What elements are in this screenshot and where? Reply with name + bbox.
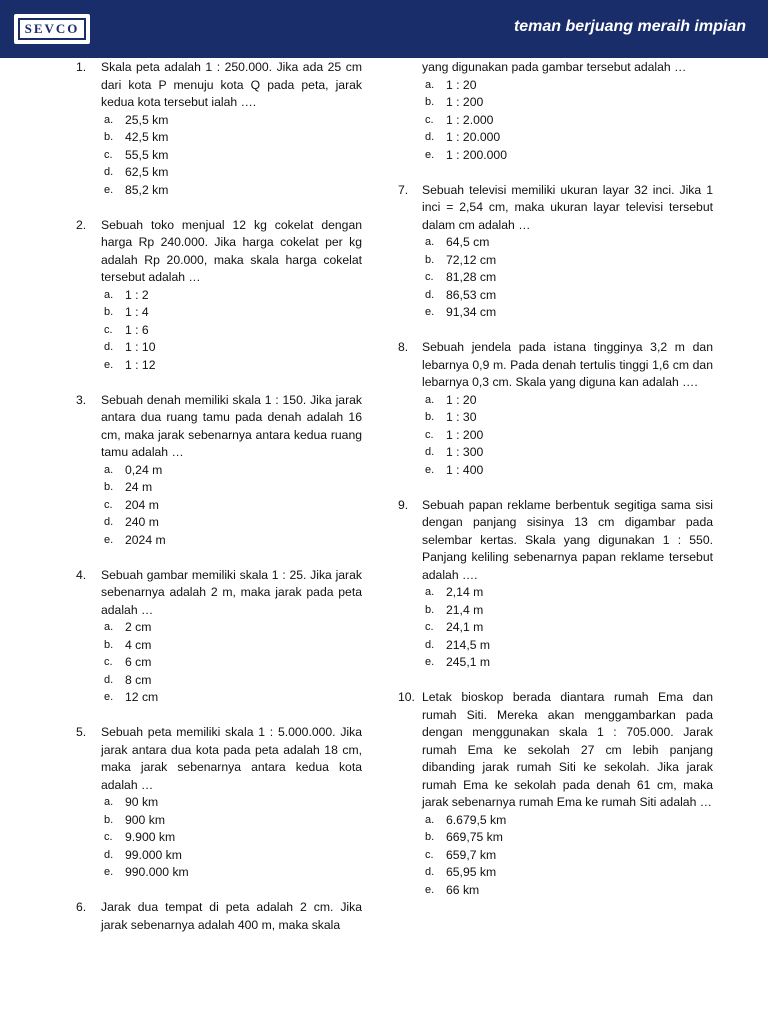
answer-option [422, 864, 713, 882]
answer-option [422, 112, 713, 130]
option-letter: a. [104, 463, 114, 476]
option-letter: e. [104, 533, 114, 546]
question-text: Skala peta adalah 1 : 250.000. Jika ada 25 cm dari kota P menuju kota Q pada peta, jarak kedua kota tersebut ialah …. [101, 60, 362, 109]
option-letter: a. [425, 393, 435, 406]
question-text: Sebuah peta memiliki skala 1 : 5.000.000. Jika jarak antara dua kota pada peta adalah 18 cm, maka jarak sebenarnya antara kedua kota adalah … [101, 725, 362, 792]
question-item [395, 689, 713, 899]
question-number: 7. [398, 182, 409, 197]
answer-option [101, 864, 362, 882]
answer-option [101, 462, 362, 480]
option-letter: e. [425, 883, 435, 896]
answer-option [101, 287, 362, 305]
option-letter: c. [104, 323, 113, 336]
question-number: 2. [76, 217, 87, 232]
option-letter: e. [425, 306, 435, 318]
answer-option [422, 602, 713, 620]
answer-option [101, 689, 362, 707]
option-text: 90 km [125, 795, 159, 809]
option-text: 2,14 m [446, 585, 484, 599]
answer-option [101, 322, 362, 340]
option-text: 6 cm [125, 655, 152, 669]
option-letter: d. [425, 638, 435, 651]
option-letter: b. [425, 411, 435, 423]
answer-option [422, 77, 713, 95]
answer-option [101, 794, 362, 812]
option-letter: d. [425, 288, 435, 301]
answer-options [422, 234, 713, 322]
question-item [74, 59, 362, 199]
option-text: 99.000 km [125, 847, 182, 862]
option-letter: c. [104, 831, 113, 843]
question-number: 5. [76, 725, 87, 739]
option-letter: c. [104, 148, 113, 161]
answer-option [422, 444, 713, 462]
answer-option [422, 427, 713, 445]
option-letter: b. [104, 813, 114, 826]
answer-option [101, 479, 362, 497]
option-text: 62,5 km [125, 165, 169, 179]
option-text: 8 cm [125, 672, 152, 687]
question-item [74, 899, 362, 934]
answer-option [101, 112, 362, 130]
option-letter: b. [104, 306, 114, 318]
answer-option [101, 654, 362, 672]
option-letter: a. [425, 236, 435, 248]
answer-option [422, 584, 713, 602]
answer-option [422, 147, 713, 165]
option-letter: b. [425, 831, 435, 843]
option-letter: b. [104, 131, 114, 143]
option-text: 64,5 cm [446, 235, 490, 249]
answer-option [101, 619, 362, 637]
option-letter: e. [425, 463, 435, 476]
answer-option [422, 812, 713, 830]
question-item [74, 217, 362, 375]
header-bar [0, 0, 768, 58]
question-text: Sebuah denah memiliki skala 1 : 150. Jika jarak antara dua ruang tamu pada denah adalah 16 cm, maka jarak sebenarnya antara kedua ruang tamu adalah … [101, 392, 362, 459]
question-item [395, 182, 713, 322]
option-letter: a. [104, 621, 114, 633]
answer-option [101, 497, 362, 515]
option-text: 12 cm [125, 690, 159, 704]
option-letter: c. [104, 656, 113, 668]
option-text: 21,4 m [446, 602, 484, 617]
option-text: 1 : 400 [446, 462, 484, 477]
option-letter: d. [425, 446, 435, 458]
question-number: 8. [398, 340, 409, 354]
answer-option [422, 654, 713, 672]
sevco-logo [14, 14, 90, 44]
question-number: 10. [398, 690, 415, 704]
answer-options [101, 619, 362, 707]
option-letter: e. [425, 656, 435, 668]
option-letter: c. [104, 498, 113, 511]
option-text: 1 : 4 [125, 305, 149, 319]
answer-options [422, 584, 713, 672]
option-text: 1 : 10 [125, 340, 156, 354]
option-text: 1 : 20.000 [446, 130, 501, 144]
left-column [74, 59, 362, 952]
option-text: 1 : 20 [446, 77, 477, 92]
option-text: 85,2 km [125, 182, 169, 197]
answer-option [101, 339, 362, 357]
option-letter: a. [425, 813, 435, 826]
option-text: 6.679,5 km [446, 812, 507, 827]
option-letter: a. [104, 113, 114, 126]
answer-options [422, 392, 713, 480]
question-item [395, 497, 713, 672]
question-text: Sebuah toko menjual 12 kg cokelat dengan harga Rp 240.000. Jika harga cokelat per kg adalah Rp 20.000, maka skala harga cokelat tersebut adalah … [101, 217, 362, 284]
answer-option [422, 234, 713, 252]
option-text: 669,75 km [446, 830, 503, 844]
option-text: 1 : 2.000 [446, 112, 494, 127]
answer-option [101, 164, 362, 182]
option-text: 1 : 30 [446, 410, 477, 424]
option-letter: b. [425, 603, 435, 616]
option-letter: b. [104, 638, 114, 651]
question-text: Sebuah jendela pada istana tingginya 3,2 m dan lebarnya 0,9 m. Pada denah tertulis tinggi 1,6 cm dan lebarnya 0,3 cm. Skala yang diguna kan adalah …. [422, 340, 713, 389]
question-text: Sebuah papan reklame berbentuk segitiga sama sisi dengan panjang sisinya 13 cm digambar pada selembar kertas. Skala yang digunakan 1 : 550. Panjang keliling sebenarnya papan reklame tersebut adalah …. [422, 497, 713, 582]
option-text: 72,12 cm [446, 252, 497, 267]
answer-option [422, 829, 713, 847]
answer-option [422, 304, 713, 322]
option-text: 25,5 km [125, 112, 169, 127]
answer-option [422, 252, 713, 270]
answer-options [422, 77, 713, 165]
logo-text: SEVCO [18, 18, 86, 40]
option-letter: a. [425, 78, 435, 91]
answer-options [101, 794, 362, 882]
answer-option [422, 637, 713, 655]
option-text: 1 : 200 [446, 95, 484, 109]
tagline: teman berjuang meraih impian [513, 18, 746, 35]
option-text: 0,24 m [125, 462, 163, 477]
answer-option [422, 287, 713, 305]
option-text: 1 : 200.000 [446, 147, 507, 162]
answer-options [101, 462, 362, 550]
option-text: 2 cm [125, 620, 152, 634]
answer-option [101, 847, 362, 865]
answer-option [101, 812, 362, 830]
option-letter: e. [104, 866, 114, 878]
option-letter: d. [104, 673, 114, 686]
answer-option [101, 829, 362, 847]
option-text: 65,95 km [446, 865, 497, 879]
answer-option [101, 357, 362, 375]
option-text: 214,5 m [446, 637, 491, 652]
answer-option [422, 847, 713, 865]
answer-options [101, 287, 362, 375]
question-item [395, 339, 713, 479]
option-letter: c. [425, 848, 434, 861]
option-letter: d. [104, 341, 114, 353]
option-text: 42,5 km [125, 130, 169, 144]
option-text: 245,1 m [446, 655, 491, 669]
option-text: 9.900 km [125, 830, 176, 844]
option-letter: a. [104, 288, 114, 301]
question-text: Sebuah gambar memiliki skala 1 : 25. Jika jarak sebenarnya adalah 2 m, maka jarak pada peta adalah … [101, 567, 362, 617]
answer-option [101, 532, 362, 550]
question-number: 4. [76, 567, 87, 582]
answer-option [422, 619, 713, 637]
option-text: 2024 m [125, 532, 166, 547]
option-text: 659,7 km [446, 847, 497, 862]
option-text: 990.000 km [125, 865, 189, 879]
option-letter: c. [425, 428, 434, 441]
option-letter: d. [425, 131, 435, 143]
option-letter: e. [104, 691, 114, 703]
option-text: 1 : 20 [446, 392, 477, 407]
option-letter: d. [104, 166, 114, 178]
option-letter: a. [425, 586, 435, 598]
question-number: 1. [76, 60, 87, 74]
option-text: 24 m [125, 480, 153, 494]
option-text: 204 m [125, 497, 159, 512]
question-text: yang digunakan pada gambar tersebut adalah … [422, 60, 687, 74]
option-letter: d. [425, 866, 435, 878]
option-text: 66 km [446, 882, 480, 897]
question-text: Jarak dua tempat di peta adalah 2 cm. Jika jarak sebenarnya adalah 400 m, maka skala [101, 900, 362, 932]
answer-option [422, 94, 713, 112]
option-letter: b. [425, 253, 435, 266]
question-number: 9. [398, 497, 409, 512]
answer-option [422, 269, 713, 287]
answer-option [422, 129, 713, 147]
answer-option [422, 462, 713, 480]
option-letter: e. [104, 358, 114, 371]
answer-option [422, 392, 713, 410]
question-number: 6. [76, 900, 87, 914]
answer-option [101, 182, 362, 200]
option-letter: e. [425, 148, 435, 161]
option-letter: b. [425, 96, 435, 108]
option-letter: c. [425, 271, 434, 283]
option-text: 240 m [125, 515, 159, 529]
option-text: 86,53 cm [446, 287, 497, 302]
question-item [74, 567, 362, 707]
answer-option [101, 514, 362, 532]
question-number: 3. [76, 392, 87, 407]
option-text: 91,34 cm [446, 305, 497, 319]
option-text: 1 : 300 [446, 445, 484, 459]
answer-option [101, 147, 362, 165]
question-text: Sebuah televisi memiliki ukuran layar 32 inci. Jika 1 inci = 2,54 cm, maka ukuran layar televisi tersebut dalam cm adalah … [422, 182, 713, 232]
answer-option [101, 637, 362, 655]
option-text: 1 : 12 [125, 357, 156, 372]
answer-option [422, 409, 713, 427]
answer-option [101, 304, 362, 322]
answer-option [101, 672, 362, 690]
option-text: 4 cm [125, 637, 152, 652]
question-item [74, 392, 362, 550]
option-letter: c. [425, 621, 434, 633]
option-text: 24,1 m [446, 620, 484, 634]
option-text: 1 : 6 [125, 322, 149, 337]
option-letter: c. [425, 113, 434, 126]
answer-option [101, 129, 362, 147]
answer-options [422, 812, 713, 900]
option-letter: b. [104, 481, 114, 493]
question-item [74, 724, 362, 882]
option-text: 1 : 200 [446, 427, 484, 442]
option-text: 55,5 km [125, 147, 169, 162]
option-letter: e. [104, 183, 114, 196]
question-text: Letak bioskop berada diantara rumah Ema dan rumah Siti. Mereka akan menggambarkan pada dengan menggunakan skala 1 : 705.000. Jarak rumah Ema ke sekolah 27 cm lebih panjang dibanding jarak rumah Siti ke sekolah. Jika jarak rumah Ema ke sekolah pada denah 61 cm, maka jarak sebenarnya rumah Ema ke rumah Siti adalah … [422, 690, 713, 809]
question-item [395, 59, 713, 164]
option-letter: d. [104, 516, 114, 528]
answer-options [101, 112, 362, 200]
right-column [395, 59, 713, 917]
option-text: 1 : 2 [125, 287, 149, 302]
answer-option [422, 882, 713, 900]
option-letter: d. [104, 848, 114, 861]
option-letter: a. [104, 796, 114, 808]
option-text: 81,28 cm [446, 270, 497, 284]
option-text: 900 km [125, 812, 165, 827]
